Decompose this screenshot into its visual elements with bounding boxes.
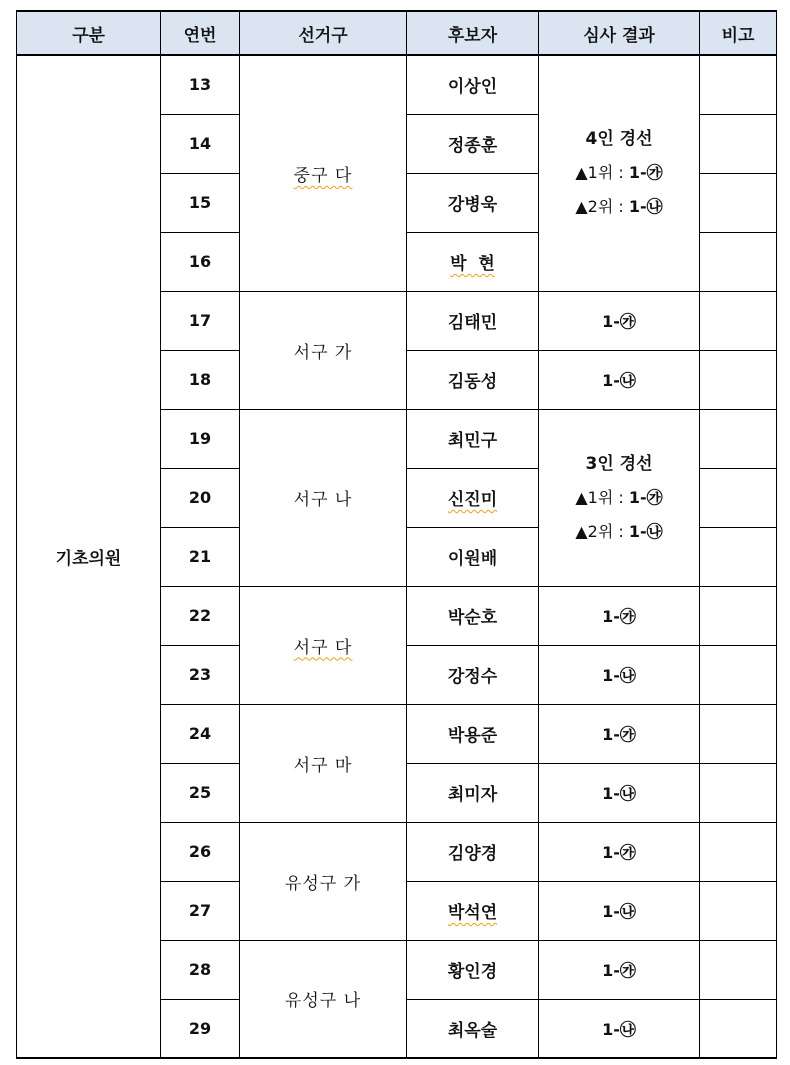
remarks-cell [700,291,777,350]
candidate-name-text: 신진미 [447,490,498,510]
row-number: 17 [161,291,240,350]
candidate-name [407,232,539,291]
candidate-name: 최옥술 [407,999,539,1058]
candidate-name: 박순호 [407,586,539,645]
rank1-label: ▲1위 : [575,487,629,507]
candidate-name-text: 박석연 [447,903,498,923]
remarks-cell [700,763,777,822]
row-number: 21 [161,527,240,586]
remarks-cell [700,881,777,940]
remarks-cell [700,822,777,881]
row-number: 15 [161,173,240,232]
candidate-name: 최미자 [407,763,539,822]
header-district: 선거구 [240,11,407,55]
header-remarks: 비고 [700,11,777,55]
header-candidate: 후보자 [407,11,539,55]
remarks-cell [700,173,777,232]
remarks-cell [700,55,777,114]
rank2-value: 1-㉯ [628,197,663,217]
results-table-frame [16,10,777,1059]
result-cell: 1-㉮ [539,291,700,350]
district-label: 중구 다 [293,165,353,186]
remarks-cell [700,114,777,173]
district-cell: 서구 나 [240,409,407,586]
row-number: 20 [161,468,240,527]
header-category: 구분 [17,11,161,55]
result-cell: 1-㉮ [539,940,700,999]
row-number: 16 [161,232,240,291]
candidate-name: 김동성 [407,350,539,409]
result-cell: 1-㉯ [539,881,700,940]
district-cell: 유성구 가 [240,822,407,940]
candidate-name: 김태민 [407,291,539,350]
district-label: 서구 다 [293,637,353,658]
district-cell: 유성구 나 [240,940,407,1058]
remarks-cell [700,350,777,409]
candidate-name: 강정수 [407,645,539,704]
header-result: 심사 결과 [539,11,700,55]
remarks-cell [700,940,777,999]
remarks-cell [700,999,777,1058]
row-number: 14 [161,114,240,173]
result-cell: 1-㉯ [539,645,700,704]
row-number: 18 [161,350,240,409]
header-row [17,11,777,55]
result-cell: 1-㉮ [539,704,700,763]
remarks-cell [700,645,777,704]
row-number: 23 [161,645,240,704]
row-number: 27 [161,881,240,940]
row-number: 26 [161,822,240,881]
row-number: 24 [161,704,240,763]
rank1-label: ▲1위 : [575,163,629,183]
candidate-name: 최민구 [407,409,539,468]
table-row [17,55,777,114]
candidate-name: 강병욱 [407,173,539,232]
candidate-name: 이상인 [407,55,539,114]
remarks-cell [700,468,777,527]
candidate-name: 정종훈 [407,114,539,173]
result-cell: 1-㉯ [539,350,700,409]
rank1-value: 1-㉮ [628,487,663,507]
screening-results-table [16,10,777,1059]
district-cell [240,586,407,704]
row-number: 19 [161,409,240,468]
rank2-label: ▲2위 : [575,197,629,217]
primary-title: 3인 경선 [585,453,653,474]
row-number: 29 [161,999,240,1058]
header-number: 연번 [161,11,240,55]
candidate-name: 이원배 [407,527,539,586]
candidate-name: 박용준 [407,704,539,763]
primary-rank1 [539,156,699,190]
district-cell: 서구 가 [240,291,407,409]
category-cell: 기초의원 [17,55,161,1058]
remarks-cell [700,527,777,586]
candidate-name [407,881,539,940]
primary-rank2 [539,515,699,549]
candidate-name [407,468,539,527]
candidate-name: 김양경 [407,822,539,881]
remarks-cell [700,232,777,291]
rank2-label: ▲2위 : [575,521,629,541]
row-number: 25 [161,763,240,822]
result-cell: 1-㉮ [539,822,700,881]
result-cell: 1-㉯ [539,763,700,822]
remarks-cell [700,586,777,645]
remarks-cell [700,704,777,763]
row-number: 13 [161,55,240,114]
remarks-cell [700,409,777,468]
primary-rank2 [539,190,699,224]
result-cell: 1-㉮ [539,586,700,645]
rank1-value: 1-㉮ [628,163,663,183]
result-cell: 1-㉯ [539,999,700,1058]
row-number: 28 [161,940,240,999]
primary-result-cell [539,55,700,291]
row-number: 22 [161,586,240,645]
primary-title: 4인 경선 [585,129,653,150]
rank2-value: 1-㉯ [628,521,663,541]
district-cell [240,55,407,291]
primary-rank1 [539,481,699,515]
primary-result-cell [539,409,700,586]
district-cell: 서구 마 [240,704,407,822]
candidate-name-text: 박 현 [450,254,495,274]
candidate-name: 황인경 [407,940,539,999]
